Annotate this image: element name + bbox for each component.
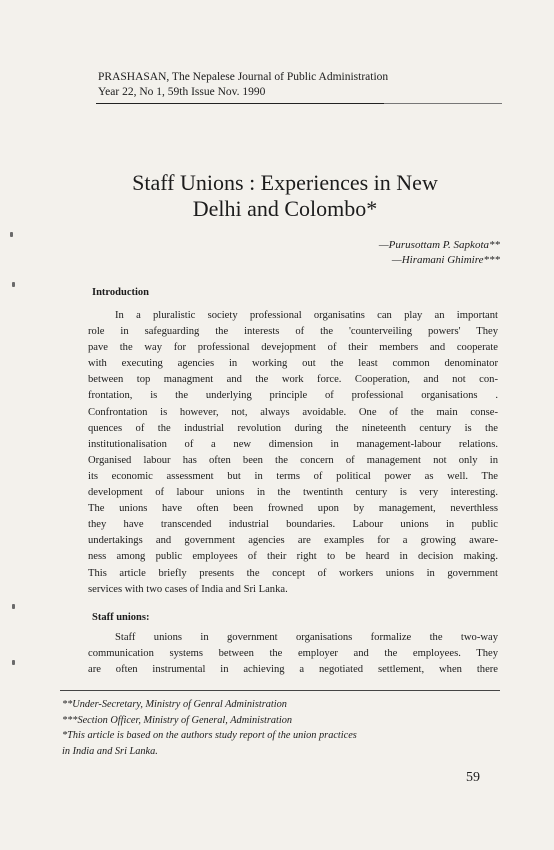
body-line: they have transcended industrial boundaries. Labour unions in public [88, 519, 498, 531]
footnote-source-cont: in India and Sri Lanka. [62, 745, 158, 757]
author-sapkota: —Purusottam P. Sapkota** [378, 239, 500, 251]
body-line: quences of the industrial revolution during the nineteenth century is the [88, 422, 498, 434]
issue-info: Year 22, No 1, 59th Issue Nov. 1990 [98, 86, 266, 98]
body-line: ness among public employees of their right to be heard in decision making. [88, 551, 498, 563]
body-line: Staff unions in government organisations formalize the two-way [115, 632, 498, 643]
body-line: are often instrumental in achieving a negotiated settlement, when there [88, 664, 498, 676]
scan-speck [12, 604, 15, 609]
introduction-heading: Introduction [92, 287, 149, 298]
body-line: Confrontation is however, not, always avoidable. One of the main conse- [88, 406, 498, 418]
footnotes [62, 697, 502, 759]
body-line: The unions have often been frowned upon by management, neverthless [88, 503, 498, 515]
footnote-section-officer: ***Section Officer, Ministry of General, Administration [62, 714, 293, 726]
header-rule-thin [384, 103, 502, 104]
article-title [90, 170, 480, 222]
body-line: development of labour unions in the twentinth century is very interesting. [88, 487, 498, 499]
body-line: communication systems between the employer and the employees. They [88, 648, 498, 660]
body-line: institutionalisation of a new dimension in management-labour relations. [88, 438, 498, 450]
header-rule [96, 103, 384, 104]
scan-speck [12, 282, 15, 287]
author-list [270, 238, 500, 268]
body-line: services with two cases of India and Sri Lanka. [88, 583, 288, 595]
body-line: undertakings and government agencies are examples for a growing aware- [88, 535, 498, 547]
journal-title: PRASHASAN, The Nepalese Journal of Public Administration [98, 71, 389, 83]
body-line: between top managment and the work force. Cooperation, and not con- [88, 374, 498, 386]
body-line: In a pluralistic society professional organisatins can play an important [115, 310, 498, 321]
footnote-source: *This article is based on the authors study report of the union practices [62, 730, 357, 741]
body-line: This article briefly presents the concept of workers unions in government [88, 567, 498, 579]
scan-speck [10, 232, 13, 237]
title-line-1: Staff Unions : Experiences in New [132, 170, 438, 195]
body-line: frontation, is the underlying principle of professional organisations . [88, 390, 498, 402]
footnote-under-secretary: **Under-Secretary, Ministry of Genral Administration [62, 699, 287, 710]
title-line-2: Delhi and Colombo* [192, 196, 378, 221]
footnote-rule [60, 690, 500, 691]
staff-unions-heading: Staff unions: [92, 612, 150, 623]
introduction-body [88, 308, 498, 598]
body-line: Organised labour has often been the concern of management not only in [88, 454, 498, 466]
body-line: pave the way for professional devejopment of their members and cooperate [88, 342, 498, 354]
body-line: with executing agencies in working out the least common denominator [88, 358, 498, 370]
staff-unions-body [88, 630, 498, 678]
scan-speck [12, 660, 15, 665]
journal-header [98, 70, 398, 100]
body-line: role in safeguarding the interests of the 'counterveiling powers' They [88, 326, 498, 338]
page-number: 59 [466, 770, 480, 785]
body-line: its economic assessment but in terms of political power as well. The [88, 470, 498, 482]
author-ghimire: —Hiramani Ghimire*** [391, 254, 500, 266]
